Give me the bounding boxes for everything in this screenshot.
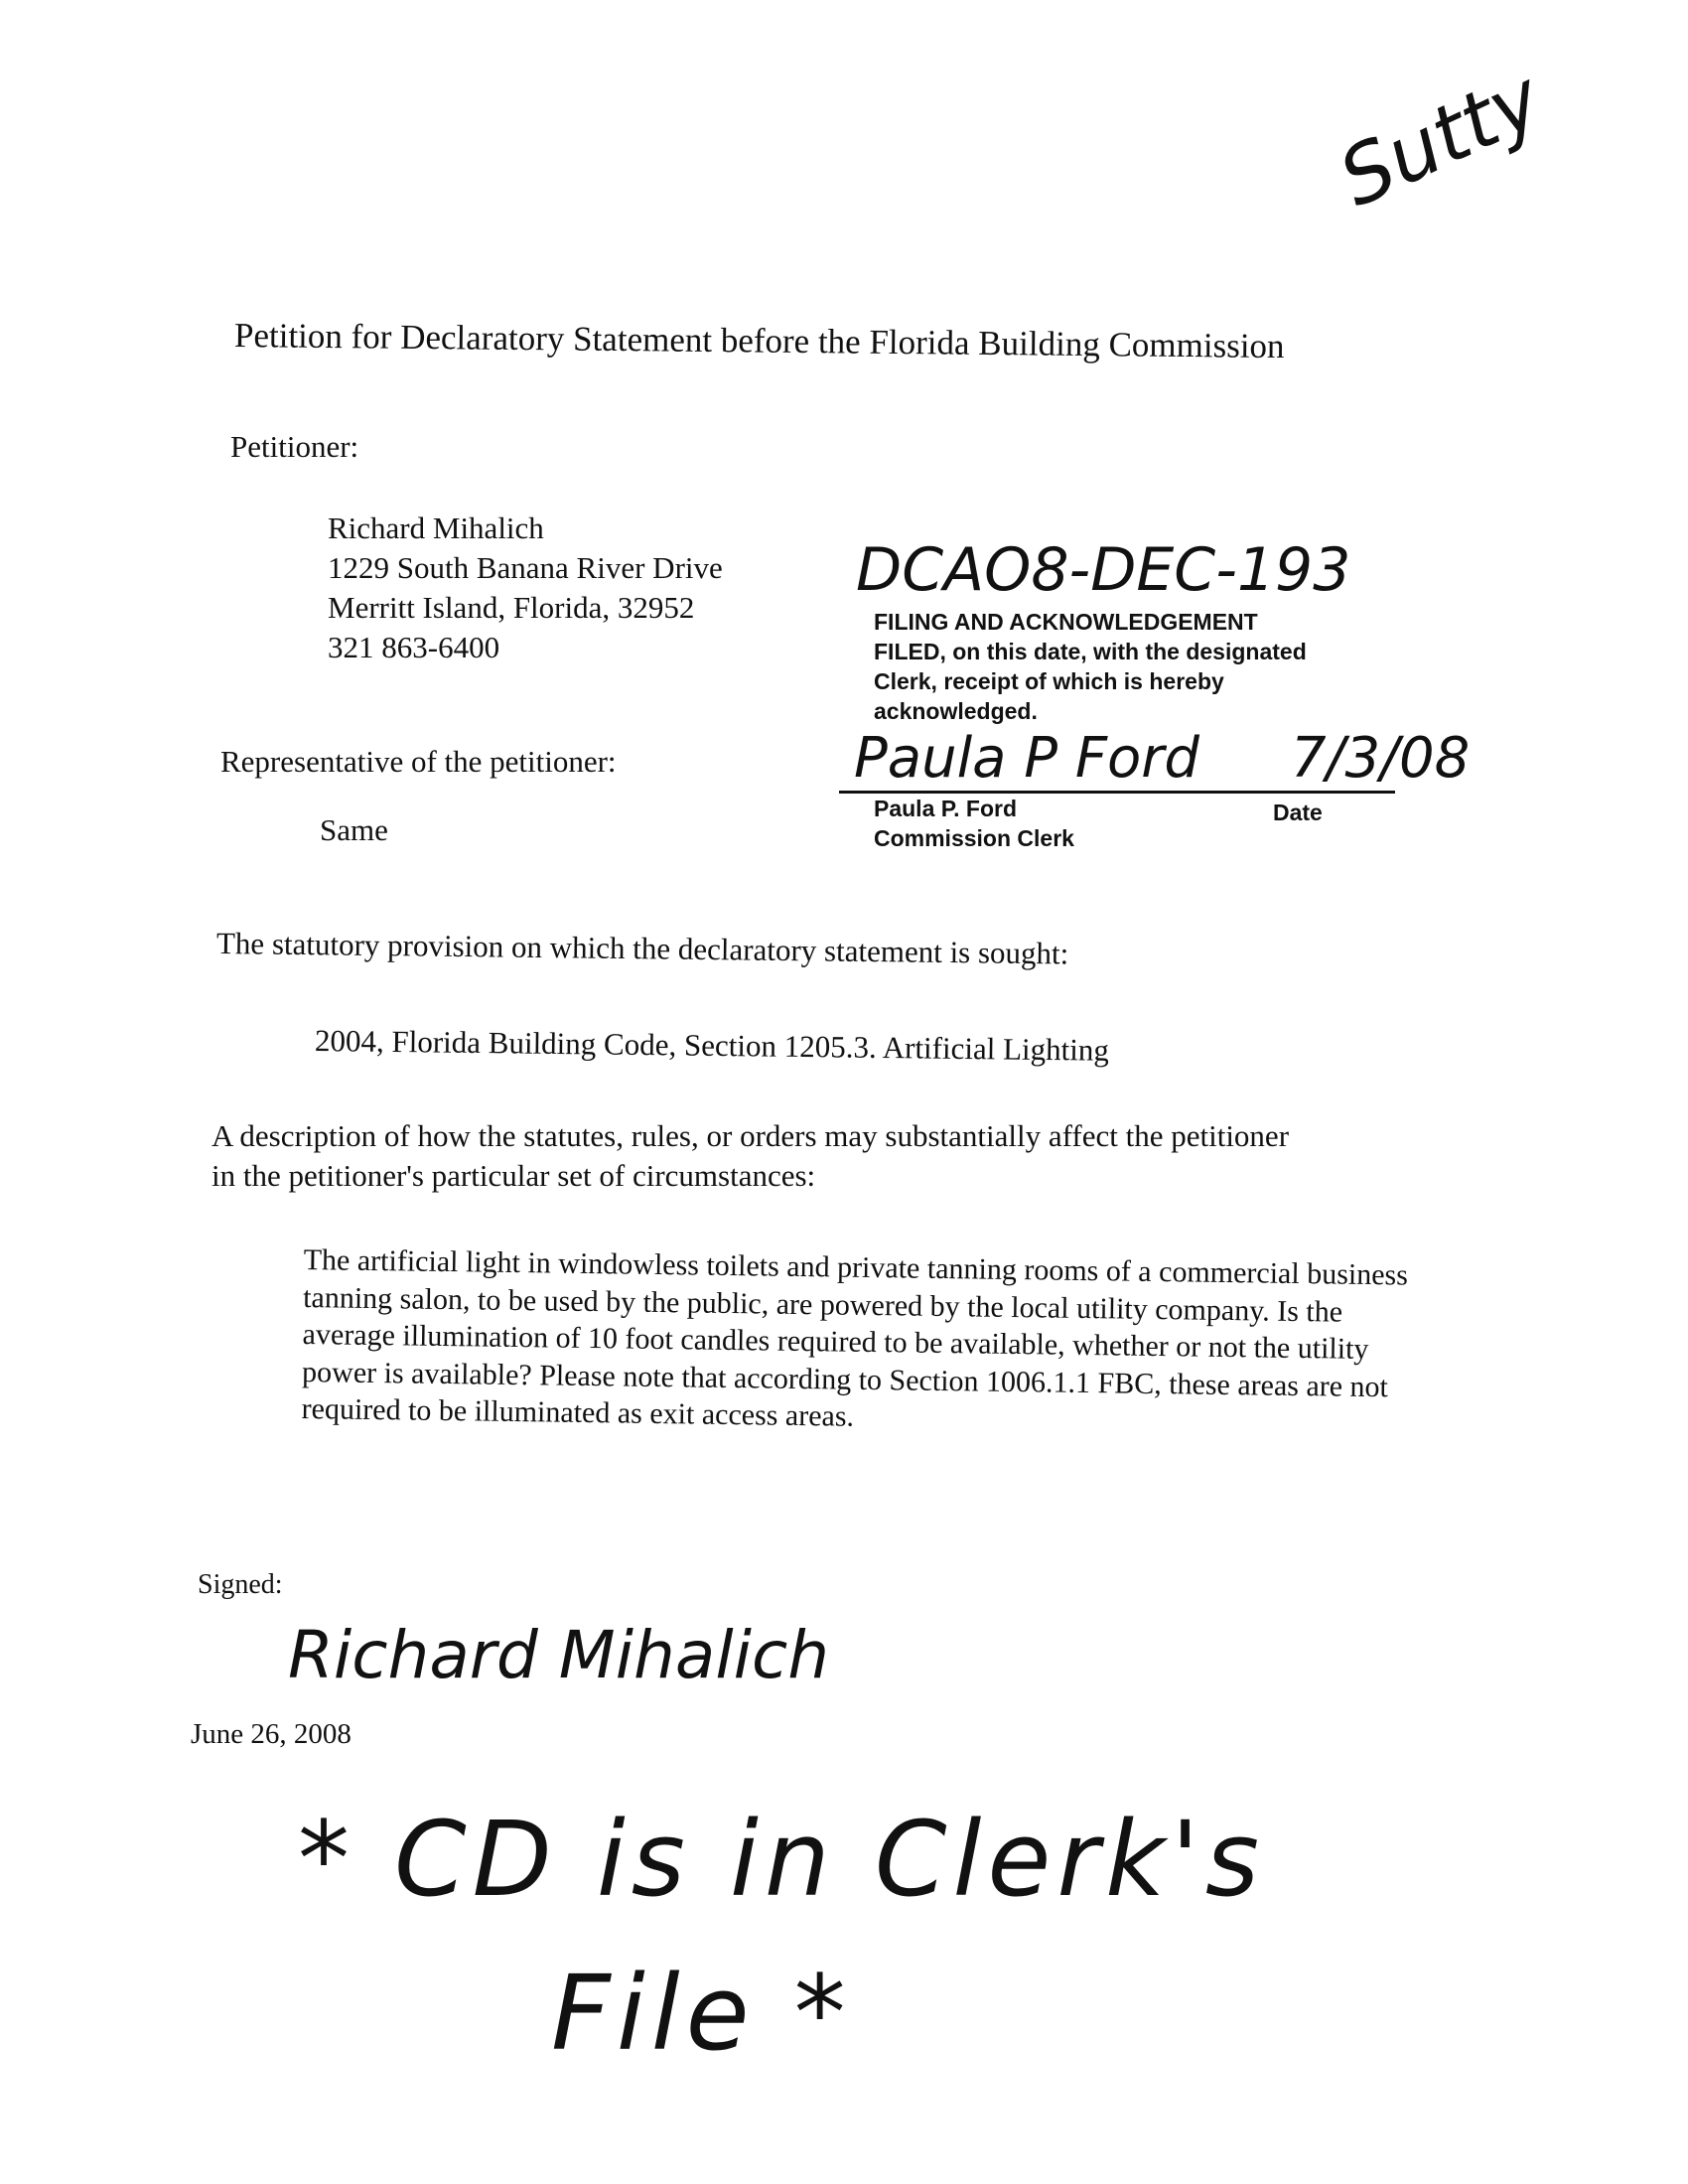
petitioner-phone: 321 863-6400 [328,630,500,664]
representative-value: Same [320,812,388,847]
petitioner-name: Richard Mihalich [328,510,544,545]
statutory-label: The statutory provision on which the declaratory statement is sought: [215,926,1069,971]
petitioner-label: Petitioner: [230,429,359,464]
handwritten-note-line-1: * CD is in Clerk's [298,1799,1266,1920]
representative-label: Representative of the petitioner: [220,744,617,779]
case-number: DCAO8-DEC-193 [856,535,1351,605]
handwritten-note-line-2: File * [551,1953,852,2074]
signed-date: June 26, 2008 [191,1718,352,1750]
signed-label: Signed: [198,1569,283,1600]
clerk-name: Paula P. Ford [874,796,1018,821]
signature-line [839,791,1395,794]
stamp-date-handwritten: 7/3/08 [1291,726,1471,791]
stamp-line-1: FILING AND ACKNOWLEDGEMENT [874,609,1258,635]
corner-initials: Sutty [1326,52,1556,225]
description-label-2: in the petitioner's particular set of circumstances: [211,1158,816,1193]
stamp-line-4: acknowledged. [874,698,1038,724]
description-body: The artificial light in windowless toilets and private tanning rooms of a commercial business tanning salon, to be used by the public, are powered by the local utility company. Is the average illumination of 10 foot candles required to be available, whether or not the utility power is available? Please note that according to Section 1006.1.1 FBC, these areas are not required to be illuminated as exit access areas. [301,1242,1409,1433]
clerk-signature: Paula P Ford [854,726,1199,791]
stamp-line-3: Clerk, receipt of which is hereby [874,668,1224,694]
petitioner-address2: Merritt Island, Florida, 32952 [328,590,695,625]
statutory-value: 2004, Florida Building Code, Section 1205.3. Artificial Lighting [314,1023,1110,1068]
page-title: Petition for Declaratory Statement before the Florida Building Commission [233,316,1285,366]
petitioner-address1: 1229 South Banana River Drive [328,550,723,585]
petitioner-signature: Richard Mihalich [288,1617,830,1693]
description-label-1: A description of how the statutes, rules, or orders may substantially affect the petitioner [211,1118,1290,1153]
date-label: Date [1273,800,1323,825]
clerk-title: Commission Clerk [874,825,1074,851]
stamp-line-2: FILED, on this date, with the designated [874,639,1307,664]
